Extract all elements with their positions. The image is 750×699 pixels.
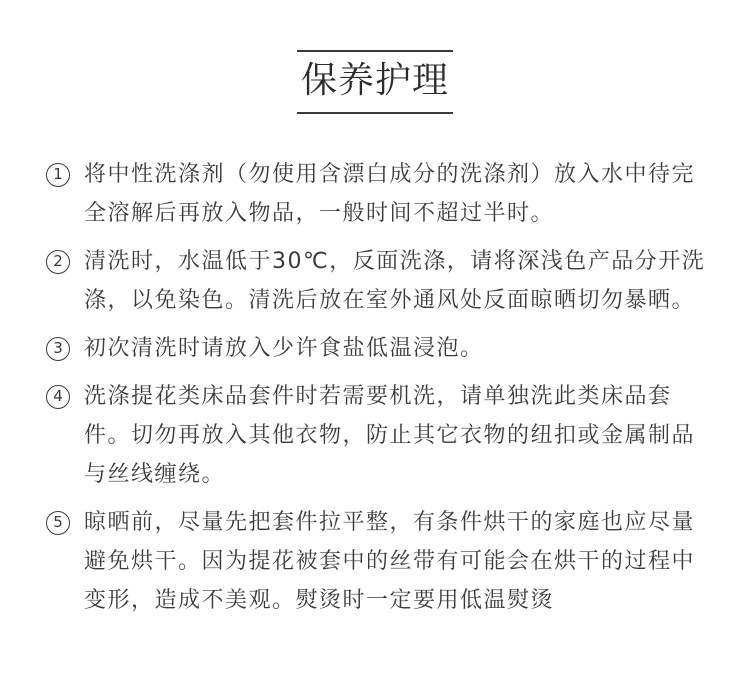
title-bottom-rule — [297, 112, 453, 114]
care-item-3 — [46, 329, 706, 368]
title-top-rule — [297, 50, 453, 52]
care-item-text: 清洗时，水温低于30℃，反面洗涤，请将深浅色产品分开洗涤，以免染色。清洗后放在室外通风处反面晾晒切勿暴晒。 — [84, 249, 706, 313]
care-instructions-list — [46, 155, 706, 629]
care-item-4 — [46, 377, 706, 494]
page-title: 保养护理 — [300, 60, 449, 101]
item-number-badge: 5 — [46, 511, 70, 535]
item-number-badge: 4 — [46, 385, 70, 409]
item-number-badge: 1 — [46, 163, 70, 187]
care-item-text: 将中性洗涤剂（勿使用含漂白成分的洗涤剂）放入水中待完全溶解后再放入物品，一般时间不超过半时。 — [84, 162, 696, 226]
care-item-text: 初次清洗时请放入少许食盐低温浸泡。 — [84, 336, 484, 361]
care-item-5 — [46, 503, 706, 620]
care-item-1 — [46, 155, 706, 233]
item-number-badge: 3 — [46, 337, 70, 361]
care-item-text: 洗涤提花类床品套件时若需要机洗，请单独洗此类床品套件。切勿再放入其他衣物，防止其它衣物的纽扣或金属制品与丝线缠绕。 — [84, 384, 696, 487]
care-item-text: 晾晒前，尽量先把套件拉平整，有条件烘干的家庭也应尽量避免烘干。因为提花被套中的丝带有可能会在烘干的过程中变形，造成不美观。熨烫时一定要用低温熨烫 — [84, 510, 696, 613]
item-number-badge: 2 — [46, 250, 70, 274]
care-item-2 — [46, 242, 706, 320]
